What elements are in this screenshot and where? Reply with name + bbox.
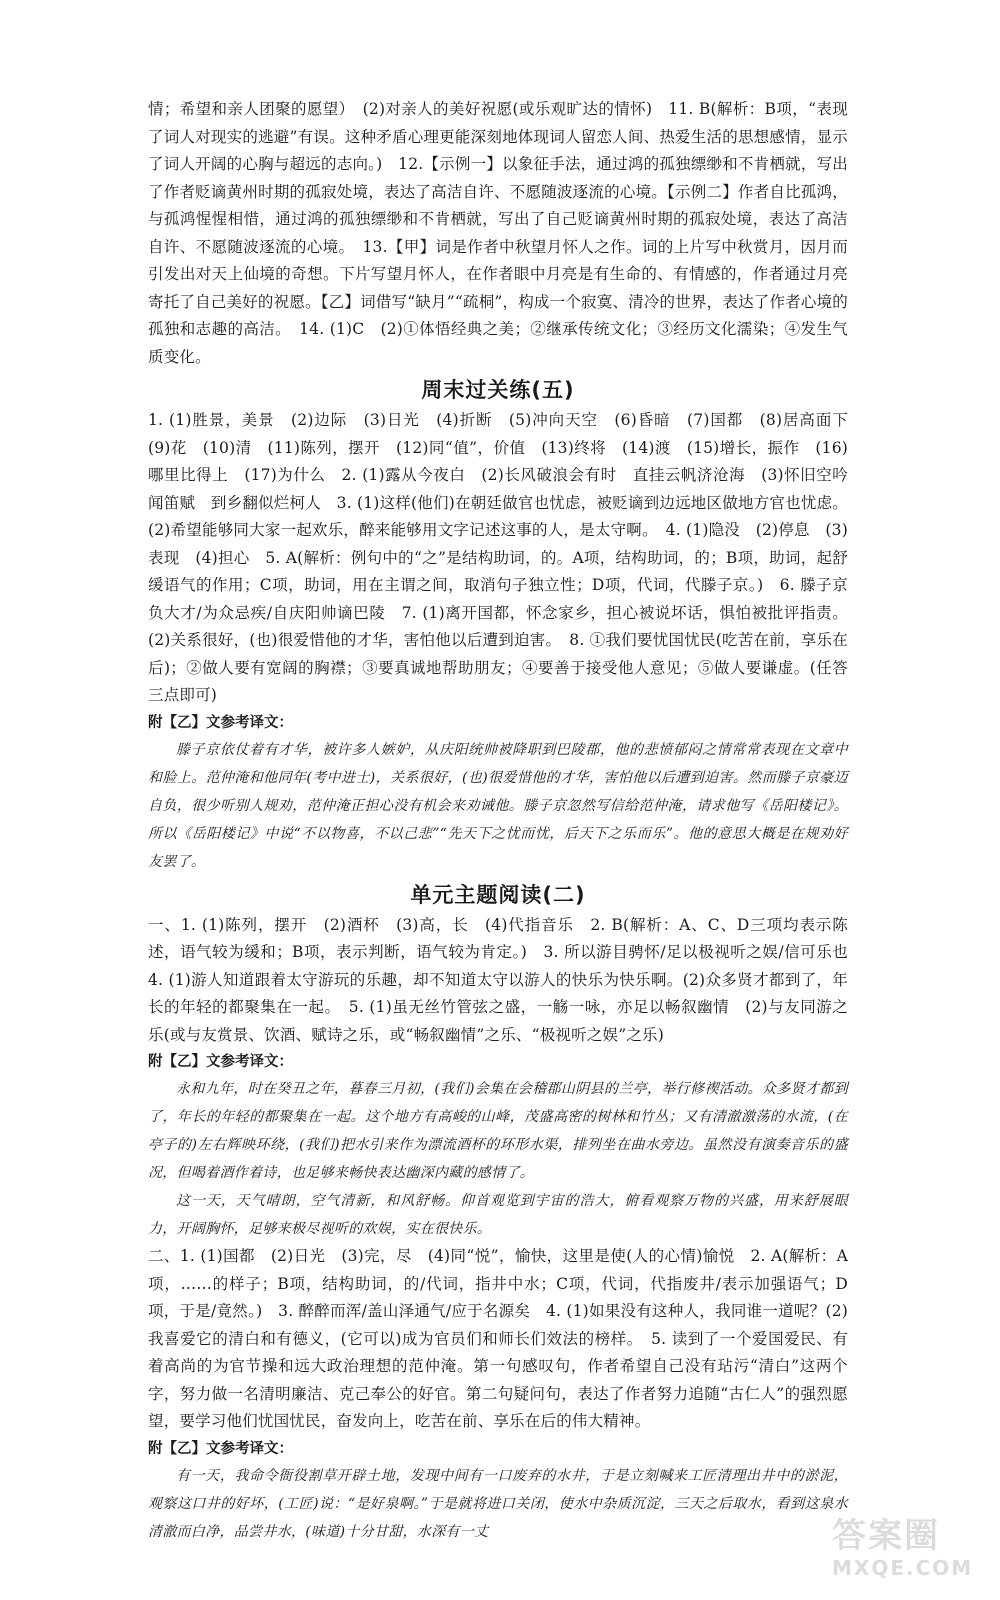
- page-content: [148, 96, 864, 1546]
- translation-paragraph: 永和九年，时在癸丑之年，暮春三月初，(我们)会集在会稽郡山阴县的兰亭，举行修禊活动。众多贤才都到了，年长的年轻的都聚集在一起。这个地方有高峻的山峰，茂盛高密的树林和竹丛；又有清澈激荡的水流，(在亭子的)左右辉映环绕，(我们)把水引来作为漂流酒杯的环形水渠，排列坐在曲水旁边。虽然没有演奏音乐的盛况，但喝着酒作着诗，也足够来畅快表达幽深内藏的感情了。: [148, 1081, 848, 1181]
- translation-label: 附【乙】文参考译文：: [148, 714, 293, 731]
- translation-label: 附【乙】文参考译文：: [148, 1440, 293, 1457]
- translation-paragraph: 这一天，天气晴朗，空气清新，和风舒畅。仰首观览到宇宙的浩大，俯看观察万物的兴盛，用来舒展眼力，开阔胸怀，足够来极尽视听的欢娱，实在很快乐。: [148, 1193, 848, 1237]
- section-heading: 周末过关练(五): [421, 378, 575, 402]
- answer-paragraph: 1. (1)胜景，美景 (2)边际 (3)日光 (4)折断 (5)冲向天空 (6)昏暗 (7)国都 (8)居高面下 (9)花 (10)清 (11)陈列，摆开 (12)同“值”，价值 (13)终将 (14)渡 (15)增长，振作 (16)哪里比得上 (17)为什么 2. (1)露从今夜白 (2)长风破浪会有时 直挂云帆济沧海 (3)怀旧空吟闻笛赋 到乡翻似烂柯人 3. (1)这样(他们)在朝廷做官也忧虑，被贬谪到边远地区做地方官也忧虑。(2)希望能够同大家一起欢乐，醉来能够用文字记述这事的人，是太守啊。 4. (1)隐没 (2)停息 (3)表现 (4)担心 5. A(解析：例句中的“之”是结构助词，的。A项，结构助词，的；B项，助词，起舒缓语气的作用；C项，助词，用在主谓之间，取消句子独立性；D项，代词，代滕子京。) 6. 滕子京负大才/为众忌疾/自庆阳帅谪巴陵 7. (1)离开国都，怀念家乡，担心被说坏话，惧怕被批评指责。(2)关系很好，(也)很爱惜他的才华，害怕他以后遭到迫害。 8. ①我们要忧国忧民(吃苦在前，享乐在后)；②做人要有宽阔的胸襟；③要真诚地帮助朋友；④要善于接受他人意见；⑤做人要谦虚。(任答三点即可): [148, 411, 864, 704]
- translation-label: 附【乙】文参考译文：: [148, 1054, 293, 1070]
- watermark-url: MXQE.COM: [832, 1556, 974, 1580]
- watermark-logo: [832, 1516, 982, 1586]
- watermark-text: 答案圈: [832, 1516, 940, 1556]
- answer-paragraph: 一、1. (1)陈列，摆开 (2)酒杯 (3)高，长 (4)代指音乐 2. B(解析：A、C、D三项均表示陈述，语气较为缓和；B项，表示判断，语气较为肯定。) 3. 所以游目骋怀/足以极视听之娱/信可乐也 4. (1)游人知道跟着太守游玩的乐趣，却不知道太守以游人的快乐为快乐啊。(2)众多贤才都到了，年长的年轻的都聚集在一起。 5. (1)虽无丝竹管弦之盛，一觞一咏，亦足以畅叙幽情 (2)与友同游之乐(或与友赏景、饮酒、赋诗之乐，或“畅叙幽情”之乐、“极视听之娱”之乐): [148, 915, 864, 1044]
- section-heading: 单元主题阅读(二): [410, 882, 586, 907]
- answer-paragraph: 情；希望和亲人团聚的愿望） (2)对亲人的美好祝愿(或乐观旷达的情怀) 11. B(解析：B项，“表现了词人对现实的逃避”有误。这种矛盾心理更能深刻地体现词人留恋人间、热爱生活的思想感情，显示了词人开阔的心胸与超远的志向。) 12.【示例一】以象征手法，通过鸿的孤独缥缈和不肯栖就，写出了作者贬谪黄州时期的孤寂处境，表达了高洁自许、不愿随波逐流的心境。【示例二】作者自比孤鸿，与孤鸿惺惺相惜，通过鸿的孤独缥缈和不肯栖就，写出了自己贬谪黄州时期的孤寂处境，表达了高洁自许、不愿随波逐流的心境。 13.【甲】词是作者中秋望月怀人之作。词的上片写中秋赏月，因月而引发出对天上仙境的奇想。下片写望月怀人，在作者眼中月亮是有生命的、有情感的，作者通过月亮寄托了自己美好的祝愿。【乙】词借写“缺月”“疏桐”，构成一个寂寞、清冷的世界，表达了作者心境的孤独和志趣的高洁。 14. (1)C (2)①体悟经典之美；②继承传统文化；③经历文化濡染；④发生气质变化。: [148, 100, 848, 366]
- answer-paragraph: 二、1. (1)国都 (2)日光 (3)完，尽 (4)同“悦”，愉快，这里是使(人的心情)愉悦 2. A(解析：A项，……的样子；B项，结构助词，的/代词，指井中水；C项，代词，代指废井/表示加强语气；D项，于是/竟然。) 3. 醉醉而浑/盖山泽通气/应于名源矣 4. (1)如果没有这种人，我同谁一道呢？(2)我喜爱它的清白和有德义，(它可以)成为官员们和师长们效法的榜样。 5. 读到了一个爱国爱民、有着高尚的为官节操和远大政治理想的范仲淹。第一句感叹句，作者希望自己没有玷污“清白”这两个字，努力做一名清明廉洁、克己奉公的好官。第二句疑问句，表达了作者努力追随“古仁人”的强烈愿望，要学习他们忧国忧民，奋发向上，吃苦在前、享乐在后的伟大精神。: [148, 1247, 848, 1430]
- translation-paragraph: 有一天，我命令衙役割草开辟土地，发现中间有一口废弃的水井，于是立刻喊来工匠清理出井中的淤泥，观察这口井的好坏，(工匠)说：“是好泉啊。”于是就将进口关闭，使水中杂质沉淀，三天之后取水，看到这泉水清澈而白净，品尝井水，(味道)十分甘甜，水深有一丈: [148, 1467, 848, 1540]
- translation-paragraph: 滕子京依仗着有才华，被许多人嫉妒，从庆阳统帅被降职到巴陵郡，他的悲愤郁闷之情常常表现在文章中和脸上。范仲淹和他同年(考中进士)，关系很好，(也)很爱惜他的才华，害怕他以后遭到迫害。然而滕子京豪迈自负，很少听别人规劝，范仲淹正担心没有机会来劝诫他。滕子京忽然写信给范仲淹，请求他写《岳阳楼记》。所以《岳阳楼记》中说“不以物喜，不以己悲”“先天下之忧而忧，后天下之乐而乐”。他的意思大概是在规劝好友罢了。: [148, 741, 848, 870]
